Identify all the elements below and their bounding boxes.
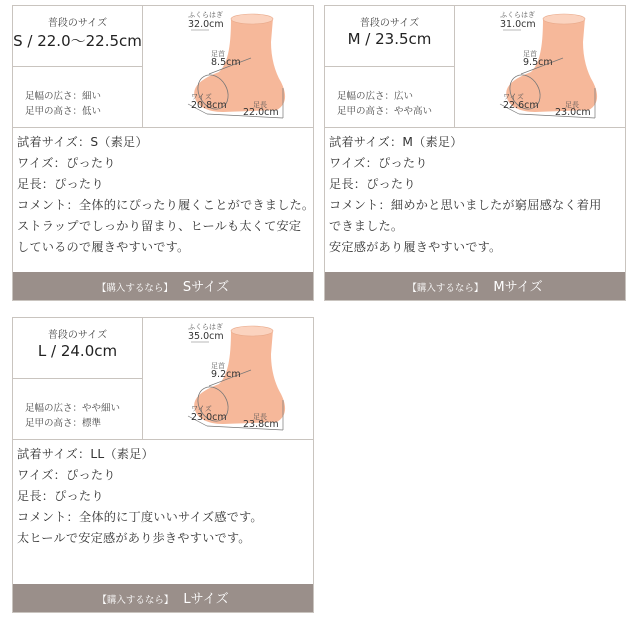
- foot-length-value: 23.0cm: [555, 107, 591, 118]
- foot-width-text: 足幅の広さ：細い: [25, 91, 102, 102]
- ankle-value: 9.5cm: [523, 57, 553, 68]
- calf-value: 35.0cm: [188, 331, 224, 342]
- comment-line: しているので履きやすいです。: [17, 240, 190, 254]
- ankle-value: 9.2cm: [211, 369, 241, 380]
- comment-line: 試着サイズ：S（素足）: [17, 135, 148, 149]
- fitting-comment: [17, 132, 315, 258]
- comment-line: 足長：ぴったり: [17, 177, 104, 191]
- foot-width-text: 足幅の広さ：広い: [337, 91, 414, 102]
- comment-line: 太ヒールで安定感があり歩きやすいです。: [17, 531, 251, 545]
- size-card: [324, 5, 626, 301]
- calf-label: ふくらはぎ: [188, 323, 223, 331]
- buy-prefix-text: 【購入するなら】: [407, 283, 484, 294]
- buy-size-button[interactable]: [13, 584, 313, 612]
- size-info-column: [13, 6, 143, 127]
- card-info-header: [13, 318, 313, 440]
- fitting-comment: [17, 444, 311, 549]
- comment-line: コメント：全体的にぴったり履くことができました。: [17, 198, 315, 212]
- buy-size-button[interactable]: [325, 272, 625, 300]
- fitting-comment: [329, 132, 623, 258]
- size-card: [12, 5, 314, 301]
- buy-prefix-text: 【購入するなら】: [96, 283, 173, 294]
- buy-size-button[interactable]: [13, 272, 313, 300]
- comment-line: ワイズ：ぴったり: [17, 468, 116, 482]
- foot-shape-block: [13, 379, 142, 439]
- size-card: [12, 317, 314, 613]
- wise-label: ワイズ: [191, 93, 212, 101]
- usual-size-block: [325, 6, 454, 67]
- usual-size-label: 普段のサイズ: [47, 330, 108, 341]
- foot-length-label: 足長: [253, 101, 267, 109]
- foot-shape-block: [13, 67, 142, 127]
- comment-line: ストラップでしっかり留まり、ヒールも太くて安定: [17, 219, 302, 233]
- comment-line: ワイズ：ぴったり: [329, 156, 428, 170]
- usual-size-value: M / 23.5cm: [347, 30, 432, 48]
- size-info-column: [325, 6, 455, 127]
- comment-line: 足長：ぴったり: [329, 177, 416, 191]
- usual-size-block: [13, 318, 142, 379]
- size-info-column: [13, 318, 143, 439]
- calf-label: ふくらはぎ: [188, 11, 223, 19]
- ankle-label: 足首: [523, 50, 537, 58]
- calf-value: 31.0cm: [500, 19, 536, 30]
- foot-length-value: 23.8cm: [243, 419, 279, 430]
- comment-line: 安定感があり履きやすいです。: [329, 240, 502, 254]
- ankle-label: 足首: [211, 50, 225, 58]
- foot-measurement-diagram: [143, 318, 313, 439]
- usual-size-label: 普段のサイズ: [359, 18, 420, 29]
- wise-value: 20.8cm: [191, 100, 227, 111]
- buy-size-text: Mサイズ: [493, 280, 543, 295]
- comment-line: コメント：細めかと思いましたが窮屈感なく着用: [329, 198, 602, 212]
- wise-label: ワイズ: [191, 405, 212, 413]
- buy-prefix-text: 【購入するなら】: [97, 595, 174, 606]
- comment-line: できました。: [329, 219, 404, 233]
- calf-label: ふくらはぎ: [500, 11, 535, 19]
- ankle-value: 8.5cm: [211, 57, 241, 68]
- buy-size-text: Lサイズ: [183, 592, 229, 607]
- foot-measurement-diagram: [143, 6, 313, 127]
- foot-measurement-diagram: [455, 6, 625, 127]
- foot-length-value: 22.0cm: [243, 107, 279, 118]
- instep-height-text: 足甲の高さ：やや高い: [337, 106, 433, 117]
- card-info-header: [13, 6, 313, 128]
- ankle-label: 足首: [211, 362, 225, 370]
- wise-value: 23.0cm: [191, 412, 227, 423]
- card-info-header: [325, 6, 625, 128]
- usual-size-value: S / 22.0〜22.5cm: [13, 32, 142, 50]
- comment-line: 試着サイズ：M（素足）: [329, 135, 463, 149]
- instep-height-text: 足甲の高さ：低い: [25, 106, 102, 117]
- comment-line: 足長：ぴったり: [17, 489, 104, 503]
- wise-value: 22.6cm: [503, 100, 539, 111]
- foot-shape-block: [325, 67, 454, 127]
- foot-width-text: 足幅の広さ：やや細い: [25, 403, 121, 414]
- instep-height-text: 足甲の高さ：標準: [25, 418, 102, 429]
- usual-size-label: 普段のサイズ: [47, 18, 108, 29]
- wise-label: ワイズ: [503, 93, 524, 101]
- foot-length-label: 足長: [565, 101, 579, 109]
- foot-length-label: 足長: [253, 413, 267, 421]
- comment-line: 試着サイズ：LL（素足）: [17, 447, 154, 461]
- usual-size-block: [13, 6, 142, 67]
- comment-line: コメント：全体的に丁度いいサイズ感です。: [17, 510, 263, 524]
- buy-size-text: Sサイズ: [182, 280, 230, 295]
- calf-value: 32.0cm: [188, 19, 224, 30]
- usual-size-value: L / 24.0cm: [37, 342, 118, 360]
- comment-line: ワイズ：ぴったり: [17, 156, 116, 170]
